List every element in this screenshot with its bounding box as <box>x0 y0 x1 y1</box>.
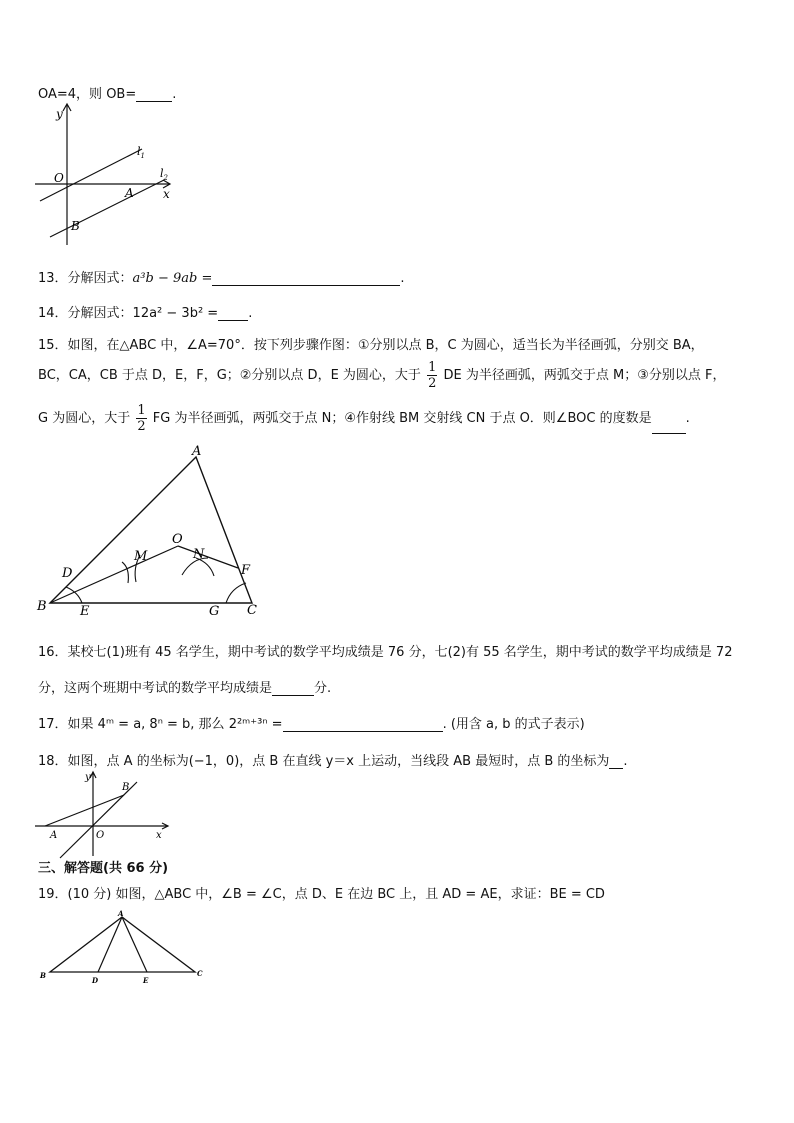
q13-end: . <box>400 271 405 286</box>
fig18-A-label: A <box>50 830 58 841</box>
q14-line <box>38 302 252 321</box>
q16-line-2 <box>38 677 331 696</box>
section-3-heading: 三、解答题(共 66 分) <box>38 861 169 876</box>
q19-line: 19．(10 分) 如图，△ABC 中，∠B = ∠C，点 D、E 在边 BC 上，且 AD = AE，求证：BE = CD <box>38 887 605 902</box>
q17-suffix: . (用含 a, b 的式子表示) <box>442 717 585 732</box>
q13-expression: a³b − 9ab = <box>132 271 213 286</box>
q15-end: . <box>685 411 690 426</box>
fig12-y-label: y <box>56 107 63 121</box>
q12-text: OA=4，则 OB= <box>38 87 137 102</box>
fig15-E-label: E <box>80 604 90 619</box>
figure-q15 <box>30 440 280 625</box>
q14-prefix: 14．分解因式： <box>38 306 133 321</box>
fig15-M-label: M <box>134 549 148 564</box>
q15-line-3a: G 为圆心，大于 <box>38 411 131 426</box>
fig12-x-label: x <box>163 187 170 201</box>
fig15-B-label: B <box>37 599 47 614</box>
q15-line-3 <box>38 403 690 434</box>
q14-answer-blank <box>218 306 248 321</box>
q13-line <box>38 267 405 286</box>
fig15-O-label: O <box>172 532 183 547</box>
q15-line-2 <box>38 360 725 391</box>
q17-line <box>38 713 585 732</box>
q14-expression: 12a² − 3b² = <box>132 306 219 321</box>
fig19-A-label: A <box>118 909 124 918</box>
q14-end: . <box>248 306 253 321</box>
q18-text: 18．如图，点 A 的坐标为(−1，0)，点 B 在直线 y＝x 上运动，当线段 AB 最短时，点 B 的坐标为 <box>38 754 610 769</box>
fig15-G-label: G <box>209 604 220 619</box>
fig15-F-label: F <box>241 563 251 578</box>
q16-line-2b: 分. <box>314 681 332 696</box>
fig15-D-label: D <box>62 566 73 581</box>
fig12-B-label: B <box>71 219 80 233</box>
q18-end: . <box>623 754 628 769</box>
q15-line-2b: DE 为半径画弧，两弧交于点 M；③分别以点 F， <box>443 368 726 383</box>
fig15-A-label: A <box>192 444 202 459</box>
figure-q19 <box>36 908 216 988</box>
fig19-C-label: C <box>197 969 203 978</box>
q15-answer-blank <box>652 419 686 434</box>
q15-line-1: 15．如图，在△ABC 中，∠A=70°．按下列步骤作图：①分别以点 B，C 为圆心，适当长为半径画弧，分别交 BA， <box>38 338 704 353</box>
q15-line-3b: FG 为半径画弧，两弧交于点 N；④作射线 BM 交射线 CN 于点 O．则∠BOC 的度数是 <box>152 411 652 426</box>
q18-answer-blank <box>609 754 623 769</box>
fig12-l2-label: $l_2$ <box>160 167 168 182</box>
fig12-O-label: O <box>54 171 64 185</box>
q18-line <box>38 750 628 769</box>
fig18-O-label: O <box>96 830 105 841</box>
q17-answer-blank <box>283 717 443 732</box>
q15-line-2a: BC，CA，CB 于点 D，E，F，G；②分别以点 D，E 为圆心，大于 <box>38 368 421 383</box>
fig12-l1-label: $l_1$ <box>137 145 145 160</box>
fig15-C-label: C <box>247 603 257 618</box>
fig15-N-label: N <box>193 547 205 562</box>
fig19-B-label: B <box>40 971 46 980</box>
q13-prefix: 13．分解因式： <box>38 271 133 286</box>
fig19-E-label: E <box>143 976 149 985</box>
q16-line-1: 16．某校七(1)班有 45 名学生，期中考试的数学平均成绩是 76 分，七(2)有 55 名学生，期中考试的数学平均成绩是 72 <box>38 645 733 660</box>
q17-prefix: 17．如果 4ᵐ = a, 8ⁿ = b, 那么 2²ᵐ⁺³ⁿ = <box>38 717 283 732</box>
figure-q18 <box>30 768 175 860</box>
fig19-D-label: D <box>92 976 99 985</box>
fig18-B-label: B <box>122 782 130 793</box>
q16-answer-blank <box>272 681 314 696</box>
fig12-A-label: A <box>125 186 134 200</box>
q13-answer-blank <box>212 271 400 286</box>
figure-q12 <box>30 100 180 250</box>
q16-line-2a: 分，这两个班期中考试的数学平均成绩是 <box>38 681 273 696</box>
q12-end: . <box>172 87 177 102</box>
q15-fraction-1: $\frac{1}{2}$ <box>428 360 437 391</box>
fig18-x-label: x <box>156 830 162 841</box>
q15-fraction-2: $\frac{1}{2}$ <box>137 403 146 434</box>
fig18-y-label: y <box>85 772 91 783</box>
